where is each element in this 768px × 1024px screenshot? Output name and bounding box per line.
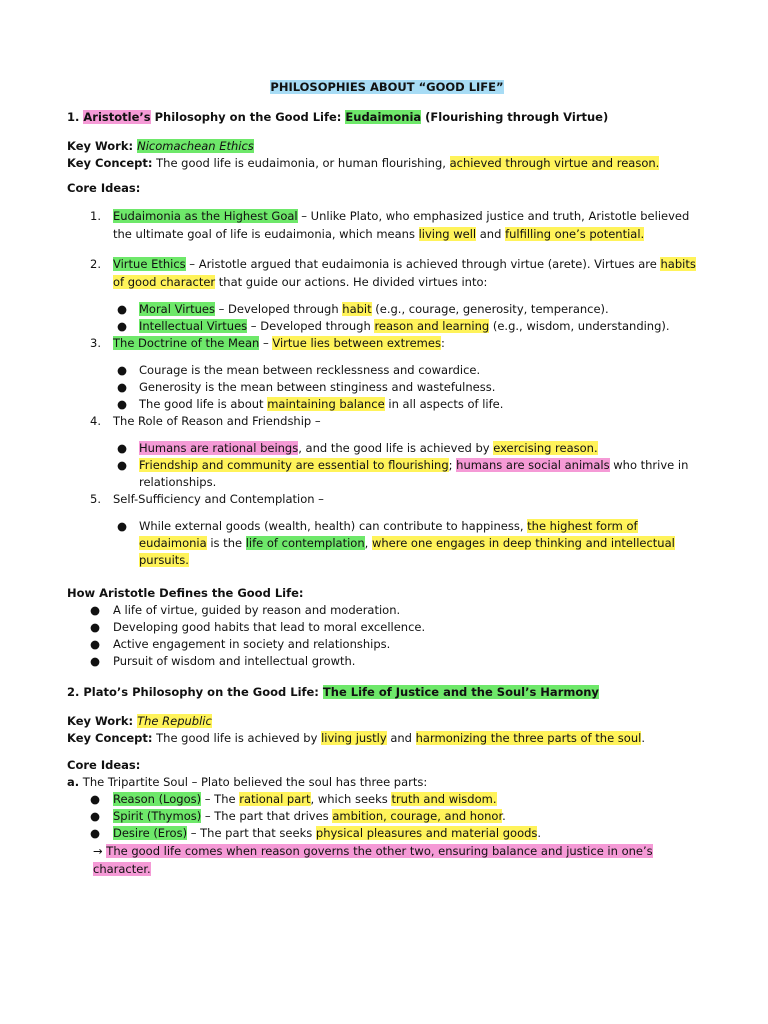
section-1-heading [67,109,707,126]
arrow-right-icon: → [93,844,103,858]
how-item [67,653,707,670]
key-work-label: Key Work: [67,714,138,728]
core-idea-3 [67,335,707,352]
virtue-bullet-intellectual [67,318,707,335]
how-item-text: Developing good habits that lead to moral excellence. [113,620,426,634]
bullet-highlight: physical pleasures and material goods [315,826,538,840]
bullet-text: – The [201,792,240,806]
bullet-text: ; [448,458,457,472]
idea-highlight: fulfilling one’s potential. [505,227,645,241]
bullet-text: who thrive in relationships. [139,458,689,489]
soul-bullet-reason [67,791,707,808]
mean-bullet-balance [67,396,707,413]
virtue-bullet-moral [67,301,707,318]
list-number: 1. [90,209,101,223]
section-1-subtitle: (Flourishing through Virtue) [421,110,609,124]
bullet-text: , [364,536,372,550]
idea-text: Self-Sufficiency and Contemplation – [113,492,324,506]
how-item-text: Pursuit of wisdom and intellectual growth. [113,654,356,668]
key-concept-text: The good life is eudaimonia, or human flourishing, [152,156,450,170]
eudaimonia-term: Eudaimonia [345,110,422,124]
bullet-highlight: life of contemplation [245,536,365,550]
core-idea-2 [67,255,707,291]
key-work-1 [67,138,707,155]
bullet-icon: ● [117,380,128,394]
list-number: 5. [90,492,101,506]
bullet-icon: ● [117,302,128,316]
bullet-text: , which seeks [310,792,392,806]
bullet-text: in all aspects of life. [384,397,504,411]
key-concept-text: . [641,731,645,745]
key-concept-text: The good life is achieved by [152,731,322,745]
how-item-text: A life of virtue, guided by reason and moderation. [113,603,401,617]
key-work-title: The Republic [137,714,212,728]
section-1-number: 1. [67,110,84,124]
key-work-2 [67,713,707,730]
key-work-label: Key Work: [67,139,138,153]
core-idea-5 [67,491,707,508]
idea-highlight: habits of good character [113,257,696,289]
bullet-highlight: maintaining balance [267,397,385,411]
idea-highlight: Virtue lies between extremes [272,336,441,350]
list-number: 3. [90,336,101,350]
bullet-highlight: Friendship and community are essential to flourishing [139,458,449,472]
bullet-highlight: rational part [239,792,311,806]
list-number: 4. [90,414,101,428]
bullet-highlight: where one engages in deep thinking and intellectual pursuits. [139,536,675,567]
section-1-heading-text: Philosophy on the Good Life: [150,110,346,124]
idea-highlight: living well [418,227,477,241]
bullet-highlight: habit [342,302,372,316]
idea-text: – Unlike Plato, who emphasized justice and truth, Aristotle believed the ultimate goal of life is eudaimonia, which means [113,209,690,241]
bullet-highlight: Humans are rational beings [139,441,299,455]
section-2-highlight: The Life of Justice and the Soul’s Harmony [322,685,599,699]
bullet-text: (e.g., wisdom, understanding). [489,319,670,333]
bullet-text: – Developed through [247,319,375,333]
mean-bullet-generosity [67,379,707,396]
idea-text: – Aristotle argued that eudaimonia is achieved through virtue (arete). Virtues are [185,257,661,271]
document-title-text: PHILOSOPHIES ABOUT “GOOD LIFE” [270,80,504,94]
reason-bullet-friendship [67,457,707,491]
bullet-icon: ● [90,603,101,617]
key-concept-label: Key Concept: [67,731,153,745]
bullet-icon: ● [117,441,128,455]
bullet-highlight: reason and learning [374,319,490,333]
bullet-highlight: Intellectual Virtues [139,319,248,333]
tripartite-soul-line [67,774,707,791]
idea-text: that guide our actions. He divided virtues into: [215,275,488,289]
bullet-highlight: Desire (Eros) [113,826,188,840]
idea-text: : [440,336,445,350]
conclusion-highlight: The good life comes when reason governs the other two, ensuring balance and justice in one’s character. [93,844,653,876]
bullet-text: – Developed through [215,302,343,316]
soul-bullet-desire [67,825,707,842]
bullet-highlight: Moral Virtues [139,302,215,316]
bullet-icon: ● [90,792,101,806]
mean-bullet-courage [67,362,707,379]
key-concept-text: and [386,731,416,745]
how-item [67,602,707,619]
idea-highlight: Virtue Ethics [113,257,186,271]
core-idea-4 [67,413,707,430]
document-page [67,79,707,878]
contemplation-bullet [67,518,707,569]
sub-label: a. [67,775,80,789]
how-item [67,619,707,636]
bullet-text: Courage is the mean between recklessness and cowardice. [139,363,481,377]
bullet-highlight: Reason (Logos) [113,792,202,806]
key-concept-1 [67,155,707,172]
idea-highlight: Eudaimonia as the Highest Goal [113,209,298,223]
key-concept-label: Key Concept: [67,156,153,170]
bullet-highlight: truth and wisdom. [391,792,497,806]
how-item-text: Active engagement in society and relationships. [113,637,391,651]
conclusion-line [67,842,707,878]
list-number: 2. [90,257,101,271]
bullet-icon: ● [117,397,128,411]
bullet-text: , and the good life is achieved by [298,441,494,455]
how-aristotle-heading: How Aristotle Defines the Good Life: [67,586,304,600]
bullet-icon: ● [90,826,101,840]
aristotle-name: Aristotle’s [83,110,151,124]
tripartite-text: The Tripartite Soul – Plato believed the soul has three parts: [79,775,428,789]
idea-highlight: The Doctrine of the Mean [113,336,260,350]
bullet-highlight: the highest form of eudaimonia [139,519,638,550]
key-work-title: Nicomachean Ethics [137,139,254,153]
bullet-text: – The part that seeks [187,826,316,840]
bullet-icon: ● [90,637,101,651]
idea-text: and [476,227,506,241]
core-ideas-heading-2: Core Ideas: [67,758,141,772]
core-ideas-heading-1: Core Ideas: [67,181,141,195]
bullet-icon: ● [90,809,101,823]
bullet-text: Generosity is the mean between stinginess and wastefulness. [139,380,496,394]
bullet-icon: ● [90,620,101,634]
bullet-icon: ● [117,519,128,533]
idea-text: The Role of Reason and Friendship – [113,414,321,428]
bullet-text: While external goods (wealth, health) can contribute to happiness, [139,519,528,533]
key-concept-highlight: achieved through virtue and reason. [449,156,660,170]
bullet-icon: ● [117,363,128,377]
key-concept-highlight: living justly [321,731,387,745]
bullet-text: is the [206,536,246,550]
bullet-text: (e.g., courage, generosity, temperance). [371,302,609,316]
bullet-text: The good life is about [139,397,268,411]
bullet-highlight: ambition, courage, and honor [332,809,503,823]
bullet-icon: ● [117,458,128,472]
key-concept-highlight: harmonizing the three parts of the soul [415,731,642,745]
bullet-text: . [502,809,506,823]
core-idea-1 [67,207,707,243]
soul-bullet-spirit [67,808,707,825]
bullet-highlight: exercising reason. [493,441,598,455]
idea-text: – [259,336,273,350]
bullet-text: . [537,826,542,840]
section-2-heading-text: 2. Plato’s Philosophy on the Good Life: [67,685,323,699]
bullet-icon: ● [90,654,101,668]
bullet-highlight: Spirit (Thymos) [113,809,202,823]
bullet-icon: ● [117,319,128,333]
bullet-highlight: humans are social animals [456,458,610,472]
reason-bullet-rational [67,440,707,457]
key-concept-2 [67,730,707,747]
bullet-text: – The part that drives [201,809,333,823]
how-item [67,636,707,653]
section-2-heading [67,684,707,701]
document-title [67,79,707,96]
